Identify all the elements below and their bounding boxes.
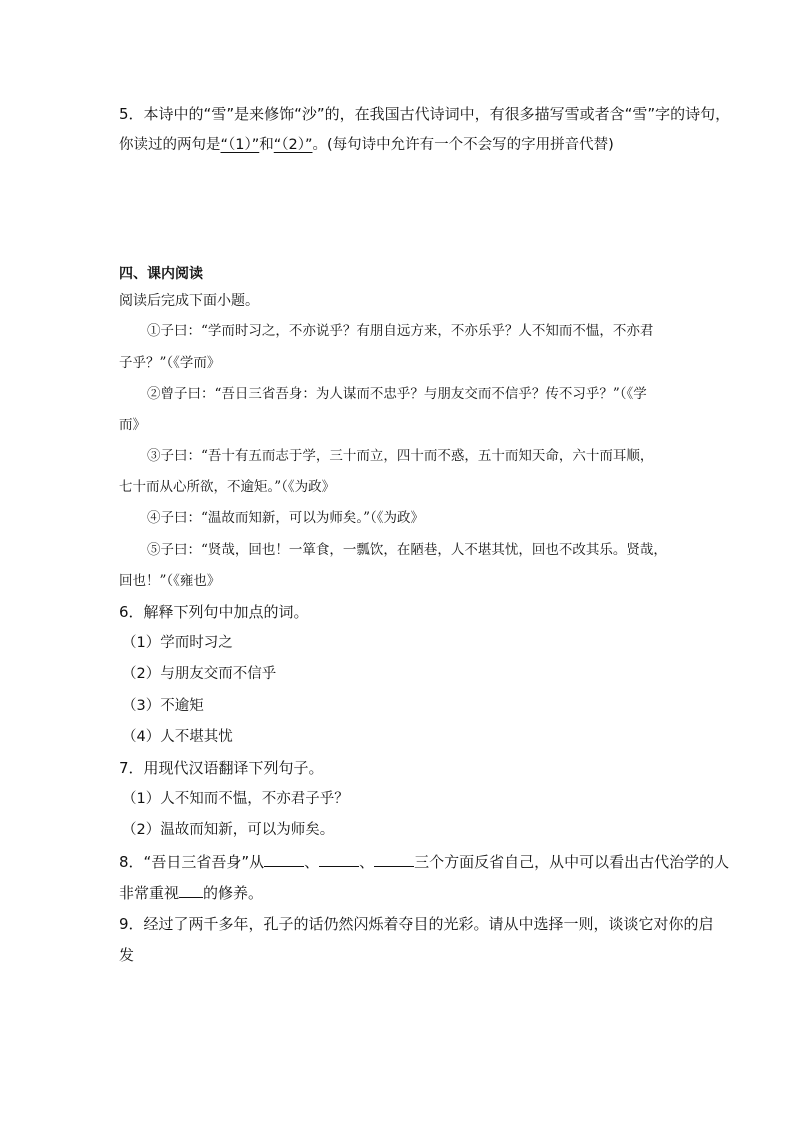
- question-7-title: 7．用现代汉语翻译下列句子。: [119, 759, 324, 777]
- question-6-item: （2）与朋友交而不信乎: [122, 666, 277, 682]
- passage-3-line-2: 七十而从心所欲，不逾矩。”（《为政》: [119, 479, 336, 495]
- fill-blank: [374, 852, 414, 867]
- fill-blank: [264, 852, 304, 867]
- question-8-text: 非常重视: [119, 884, 180, 902]
- passage-5-line-2: 回也！”（《雍也》: [119, 573, 221, 589]
- passage-4-line-1: ④子曰：“温故而知新，可以为师矣。”（《为政》: [147, 510, 425, 526]
- passage-5-line-1: ⑤子曰：“贤哉，回也！一箪食，一瓢饮，在陋巷，人不堪其忧，回也不改其乐。贤哉，: [147, 542, 667, 558]
- question-8-text: 的修养。: [203, 884, 264, 902]
- passage-2-line-2: 而》: [119, 417, 146, 433]
- question-6-item: （1）学而时习之: [122, 635, 233, 651]
- question-5-note: 。(每句诗中允许有一个不会写的字用拼音代替): [312, 137, 614, 153]
- section-title: 四、课内阅读: [119, 266, 203, 282]
- question-6-title: 6．解释下列句中加点的词。: [119, 603, 309, 621]
- answer-blank-2: “（2）”: [273, 137, 313, 153]
- question-8-prompt: 8．“吾日三省吾身”从: [119, 853, 265, 871]
- answer-blank-1: “（1）”: [220, 137, 260, 153]
- question-8-line-1: [119, 852, 729, 872]
- separator: 、: [304, 853, 320, 871]
- section-intro: 阅读后完成下面小题。: [119, 293, 259, 309]
- question-6-item: （3）不逾矩: [122, 698, 204, 714]
- question-5-line-1: 5．本诗中的“雪”是来修饰“沙”的，在我国古代诗词中，有很多描写雪或者含“雪”字的诗句，: [119, 105, 731, 123]
- fill-blank: [319, 852, 359, 867]
- fill-blank: [179, 883, 203, 898]
- separator: 、: [359, 853, 375, 871]
- question-6-item: （4）人不堪其忧: [122, 729, 233, 745]
- question-8-line-2: [119, 883, 263, 903]
- question-7-item: （2）温故而知新，可以为师矣。: [122, 822, 335, 838]
- question-7-item: （1）人不知而不愠，不亦君子乎？: [122, 791, 349, 807]
- conjunction-text: 和: [259, 137, 274, 153]
- question-9-line-2: 发: [119, 946, 135, 964]
- passage-2-line-1: ②曾子曰：“吾日三省吾身：为人谋而不忠乎？与朋友交而不信乎？传不习乎？”（《学: [147, 386, 647, 402]
- passage-1-line-2: 子乎？”（《学而》: [119, 355, 221, 371]
- passage-3-line-1: ③子曰：“吾十有五而志于学，三十而立，四十而不惑，五十而知天命，六十而耳顺，: [147, 448, 654, 464]
- passage-1-line-1: ①子曰：“学而时习之，不亦说乎？有朋自远方来，不亦乐乎？人不知而不愠，不亦君: [147, 323, 654, 339]
- question-8-continuation: 三个方面反省自己，从中可以看出古代治学的人: [414, 853, 730, 871]
- question-5-prompt: 你读过的两句是: [119, 137, 221, 153]
- question-9-line-1: 9．经过了两千多年，孔子的话仍然闪烁着夺目的光彩。请从中选择一则，谈谈它对你的启: [119, 915, 714, 933]
- question-5-line-2: [119, 135, 614, 155]
